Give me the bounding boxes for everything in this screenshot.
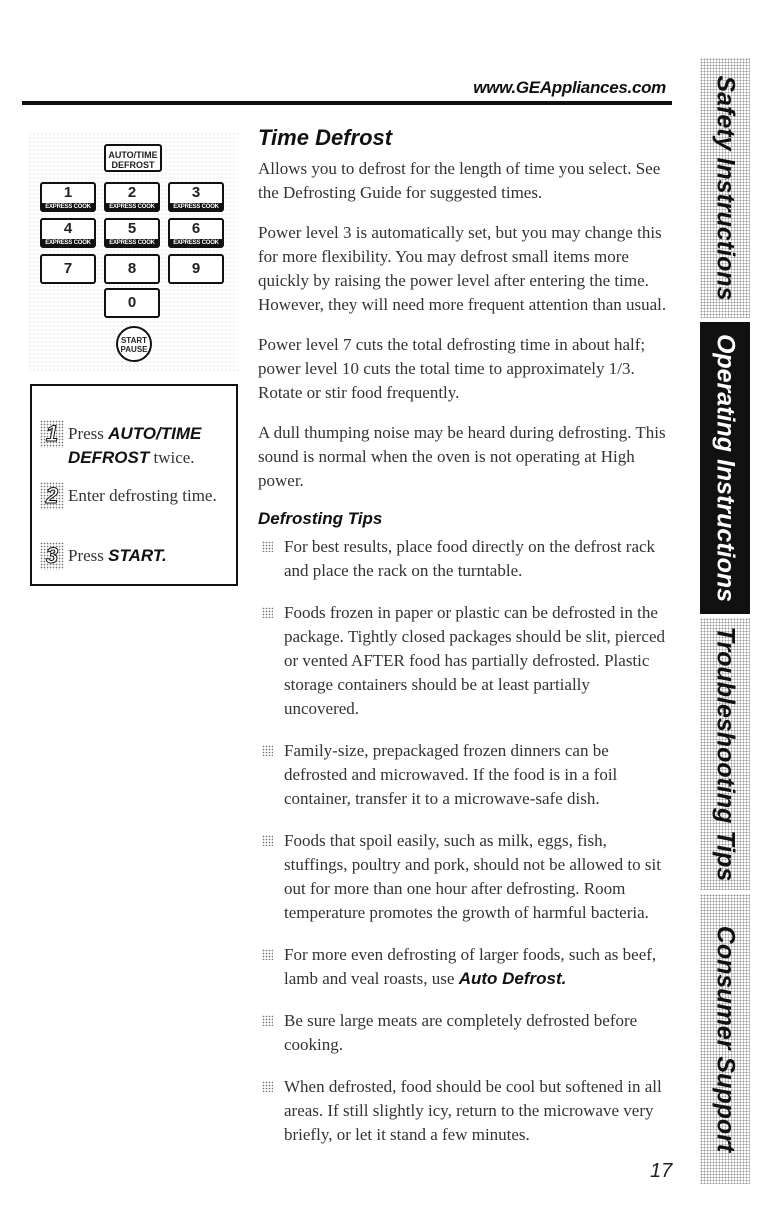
- step-2: 2 Enter defrosting time.: [40, 484, 230, 508]
- section-title: Time Defrost: [258, 125, 393, 150]
- tip-item: Be sure large meats are completely defrosted before cooking.: [258, 1009, 668, 1057]
- tip-item: Family-size, prepackaged frozen dinners can be defrosted and microwaved. If the food is in a foil container, transfer it to a microwave-safe dish.: [258, 739, 668, 811]
- bullet-icon: [262, 1015, 273, 1026]
- step-number-3: 3: [40, 542, 64, 570]
- tip-item: Foods that spoil easily, such as milk, eggs, fish, stuffings, poultry and pork, should not be allowed to sit out for more than one hour after defrosting. Room temperature promotes the growth of harmful bacteria.: [258, 829, 668, 925]
- bullet-icon: [262, 835, 273, 846]
- page-number: 17: [650, 1160, 673, 1182]
- key-2: 2 EXPRESS COOK: [104, 182, 160, 212]
- tab-operating-instructions[interactable]: Operating Instructions: [700, 322, 750, 614]
- start-pause-key: START PAUSE: [116, 326, 152, 362]
- steps-box: [30, 384, 238, 586]
- key-4: 4 EXPRESS COOK: [40, 218, 96, 248]
- key-8: 8: [104, 254, 160, 284]
- tip-item: For more even defrosting of larger foods, such as beef, lamb and veal roasts, use Auto Defrost.: [258, 943, 668, 991]
- auto-time-defrost-key: AUTO/TIME DEFROST: [104, 144, 162, 172]
- main-content: [258, 125, 668, 1165]
- key-9: 9: [168, 254, 224, 284]
- key-5: 5 EXPRESS COOK: [104, 218, 160, 248]
- tip-item: When defrosted, food should be cool but softened in all areas. If still slightly icy, return to the microwave very briefly, or let it stand a few minutes.: [258, 1075, 668, 1147]
- keypad-illustration: [28, 132, 238, 372]
- tab-safety-instructions[interactable]: Safety Instructions: [700, 58, 750, 318]
- key-7: 7: [40, 254, 96, 284]
- step-3: 3 Press START.: [40, 544, 230, 568]
- bullet-icon: [262, 949, 273, 960]
- step-number-1: 1: [40, 420, 64, 448]
- bullet-icon: [262, 1081, 273, 1092]
- website-url[interactable]: www.GEAppliances.com: [473, 78, 666, 97]
- tab-troubleshooting-tips[interactable]: Troubleshooting Tips: [700, 618, 750, 890]
- paragraph: Power level 7 cuts the total defrosting time in about half; power level 10 cuts the total time to approximately 1/3. Rotate or stir food frequently.: [258, 335, 646, 402]
- key-1: 1 EXPRESS COOK: [40, 182, 96, 212]
- tip-item: For best results, place food directly on the defrost rack and place the rack on the turntable.: [258, 535, 668, 583]
- step-1: 1 Press AUTO/TIME DEFROST twice.: [40, 422, 230, 470]
- key-6: 6 EXPRESS COOK: [168, 218, 224, 248]
- header-rule: [22, 101, 672, 105]
- paragraph: Power level 3 is automatically set, but you may change this for more flexibility. You may defrost small items more quickly by raising the power level after entering the time. However, they will need more frequent attention than usual.: [258, 223, 667, 314]
- tip-item: Foods frozen in paper or plastic can be defrosted in the package. Tightly closed packages should be slit, pierced or vented AFTER food has partially defrosted. Plastic storage containers should be at least partially uncovered.: [258, 601, 668, 721]
- bullet-icon: [262, 607, 273, 618]
- step-number-2: 2: [40, 482, 64, 510]
- bullet-icon: [262, 745, 273, 756]
- key-0: 0: [104, 288, 160, 318]
- bullet-icon: [262, 541, 273, 552]
- paragraph: Allows you to defrost for the length of time you select. See the Defrosting Guide for suggested times.: [258, 159, 661, 202]
- paragraph: A dull thumping noise may be heard during defrosting. This sound is normal when the oven is not operating at High power.: [258, 423, 666, 490]
- key-3: 3 EXPRESS COOK: [168, 182, 224, 212]
- tab-consumer-support[interactable]: Consumer Support: [700, 894, 750, 1184]
- tips-heading: Defrosting Tips: [258, 509, 383, 528]
